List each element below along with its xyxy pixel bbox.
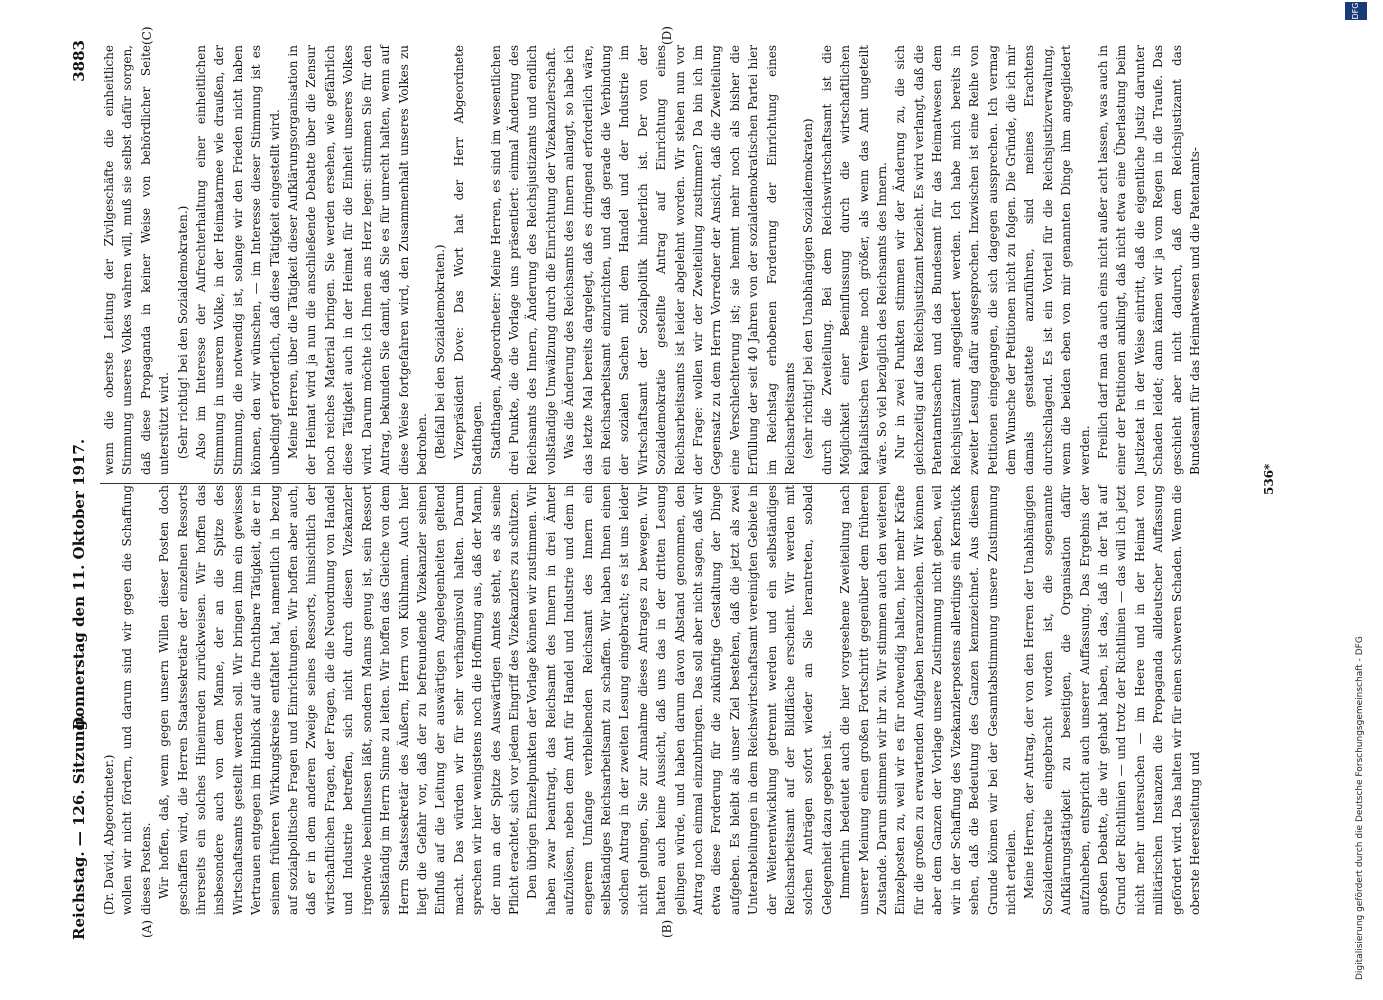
paragraph: wenn die oberste Leitung der Zivilgeschäfte die einheitliche Stimmung unseres Volkes wahren will, muß sie selbst dafür sorgen, daß diese Propaganda in keiner Weise von behördlicher Seite unterstützt wird. xyxy=(102,45,172,475)
margin-marker-c: (C) xyxy=(140,26,154,45)
paragraph: Nur in zwei Punkten stimmen wir der Änderung zu, die sich gleichzeitig auf das Reichsjustizamt bezieht. Es wird verlangt, daß die Patentamtssachen und das Bundesamt für das Heimatwesen dem Reichsjustizamt angegliedert werden. Ich habe mich bereits in zweiter Lesung dafür ausgesprochen. Inzwischen ist eine Reihe von Petitionen eingegangen, die sich dagegen aussprechen. Ich vermag dem Wunsche der Petitionen nicht zu folgen. Die Gründe, die ich mir damals gestattete anzuführen, sind meines Erachtens durchschlagend. Es ist ein Vorteil für die Reichsjustizverwaltung, wenn die beiden eben von mir genannten Dinge ihm angegliedert werden. xyxy=(893,45,1092,475)
paragraph: durch die Zweiteilung. Bei dem Reichswirtschaftsamt ist die Möglichkeit einer Beeinflussung durch die wirtschaftlichen kapitalistischen Vereine noch größer, als wenn das Amt ungeteilt wäre. So viel bezüglich des Reichsamts des Innern. xyxy=(819,45,890,475)
interjection: (Beifall bei den Sozialdemokraten.) xyxy=(433,244,448,459)
column-divider xyxy=(100,483,890,484)
text-column-right xyxy=(100,45,1204,475)
margin-marker-a: (A) xyxy=(140,919,154,938)
digitization-credit: Digitalisierung gefördert durch die Deutsche Forschungsgemeinschaft - DFG xyxy=(1355,636,1365,980)
paragraph: Was die Änderung des Reichsamts des Innern anlangt, so habe ich das letzte Mal bereits dargelegt, daß es dringend erforderlich wäre, ein Reichsarbeitsamt einzurichten, und daß gerade die Verbindung der sozialen Sachen mit dem Handel und der Industrie im Wirtschaftsamt der Sozialpolitik hinderlich ist. Der von der Sozialdemokratie gestellte Antrag auf Einrichtung eines Reichsarbeitsamts ist leider abgelehnt worden. Wir stehen nun vor der Frage: wollen wir der Zweiteilung zustimmen? Da bin ich im Gegensatz zu dem Herrn Vorredner der Ansicht, daß die Zweiteilung eine Verschlechterung ist; sie hemmt mehr noch als bisher die Erfüllung der seit 40 Jahren von der sozialdemokratischen Partei hier im Reichstag erhobenen Forderung der Einrichtung eines Reichsarbeitsamts xyxy=(562,45,798,475)
paragraph: Immerhin bedeutet auch die hier vorgesehene Zweiteilung nach unserer Meinung einen großen Fortschritt gegenüber dem früheren Zustande. Darum stimmen wir ihr zu. Wir stimmen auch den weiteren Einzelposten zu, weil wir es für notwendig halten, hier mehr Kräfte für die großen zu erwartenden Aufgaben heranzuziehen. Wir können aber dem Ganzen der Vorlage unsere Zustimmung nicht geben, weil wir in der Schaffung des Vizekanzlerpostens allerdings ein Kernstück sehen, daß die Bedeutung des Ganzen kennzeichnet. Aus diesem Grunde können wir bei der Gesamtabstimmung unsere Zustimmung nicht erteilen. xyxy=(838,485,1018,915)
paragraph: Meine Herren, der Antrag, der von den Herren der Unabhängigen Sozialdemokratie eingebracht worden ist, die sogenannte Aufklärungstätigkeit zu beseitigen, die Organisation dafür aufzuheben, entspricht auch unserer Auffassung. Das Ergebnis der großen Debatte, die wir gehabt haben, ist das, daß in der Tat auf Grund der Richtlinien — und trotz der Richtlinien — das will ich jetzt nicht mehr untersuchen — im Heere und in der Heimat von militärischen Instanzen die Propaganda alldeutscher Auffassung gefördert wird. Das halten wir für einen schweren Schaden. Wenn die oberste Heeresleitung und xyxy=(1022,485,1202,915)
text-column-left xyxy=(100,485,1204,915)
signature-mark: 536* xyxy=(1262,463,1276,495)
page-header xyxy=(70,40,96,940)
paragraph: Meine Herren, über die Tätigkeit dieser Aufklärungsorganisation in der Heimat wird ja nun die anschließende Debatte über die Zensur noch reiches Material bringen. Sie werden ersehen, wie gefährlich diese Tätigkeit auch in der Heimat für die Einheit unseres Volkes wird. Darum möchte ich Ihnen ans Herz legen: stimmen Sie für den Antrag, bekunden Sie damit, daß Sie es für unrecht halten, wenn auf diese Weise fortgefahren wird, den Zusammenhalt unseres Volkes zu bedrohen. xyxy=(286,45,429,475)
paragraph: wollen wir nicht fördern, und darum sind wir gegen die Schaffung dieses Postens. xyxy=(120,485,153,915)
paragraph: Wir hoffen, daß, wenn gegen unsern Willen dieser Posten doch geschaffen wird, die Herren Staatssekretäre der einzelnen Ressorts ihrerseits ein solches Hineinreden zurückweisen. Wir hoffen das insbesondere auch von dem Manne, der an die Spitze des Wirtschaftsamts gestellt werden soll. Wir bringen ihm ein gewisses Vertrauen entgegen im Hinblick auf die fruchtbare Tätigkeit, die er in seinem früheren Wirkungskreise entfaltet hat, namentlich in bezug auf sozialpolitische Fragen und Einrichtungen. Wir hoffen aber auch, daß er in dem anderen Zweige seines Ressorts, hinsichtlich der wirtschaftlichen Fragen, der Fragen, die die Neuordnung von Handel und Industrie betreffen, sich nicht durch diesen Vizekanzler irgendwie beeinflussen läßt, sondern Manns genug ist, sein Ressort selbständig im Herrn Sinne zu leiten. Wir hoffen das Gleiche von dem Herrn Staatssekretär des Äußern, Herrn von Kühlmann. Auch hier liegt die Gefahr vor, daß der zu befreundende Vizekanzler seinen Einfluß auf die Leitung der auswärtigen Angelegenheiten geltend macht. Das würden wir für sehr verhängnisvoll halten. Darum sprechen wir hier wenigstens noch die Hoffnung aus, daß der Mann, der nun an der Spitze des Auswärtigen Amtes steht, es als seine Pflicht erachtet, sich vor jedem Eingriff des Vizekanzlers zu schützen. xyxy=(157,485,521,915)
header-page-number: 3883 xyxy=(70,40,88,82)
margin-marker-b: (B) xyxy=(660,919,674,938)
paragraph: Also im Interesse der Aufrechterhaltung einer einheitlichen Stimmung in unserem Volke, in der Heimatarmee wie draußen, der Stimmung, die notwendig ist, solange wir den Frieden nicht haben können, den wir wünschen, — im Interesse dieser Stimmung ist es unbedingt erforderlich, daß diese Tätigkeit eingestellt wird. xyxy=(194,45,282,475)
header-session: Reichstag. — 126. Sitzung. xyxy=(70,714,88,940)
speaker-line: (Dr. David, Abgeordneter.) xyxy=(102,754,116,915)
paragraph: Freilich darf man da auch eins nicht außer acht lassen, was auch in einer der Petitionen anklingt, daß nicht etwa eine Überlastung beim Justizetat in der Weise eintritt, daß die eigentliche Justiz darunter Schaden leidet; dann kämen wir ja vom Regen in die Traufe. Das geschieht aber nicht dadurch, daß dem Reichsjustizamt das Bundesamt für das Heimatwesen und die Patentamts- xyxy=(1095,45,1202,475)
interjection: (Sehr richtig! bei den Sozialdemokraten.) xyxy=(175,205,190,459)
paragraph: Stadthagen, Abgeordneter: Meine Herren, es sind im wesentlichen drei Punkte, die die Vorlage uns präsentiert: einmal Änderung des Reichsamts des Innern, Änderung des Reichsjustizamts und endlich vollständige Umwälzung durch die Einrichtung der Vizekanzlerschaft. xyxy=(488,45,558,475)
paragraph: Den übrigen Einzelpunkten der Vorlage können wir zustimmen. Wir haben zwar beantragt, das Reichsamt des Innern in drei Ämter aufzulösen, neben dem Amt für Handel und Industrie und dem in engerem Umfange verbleibenden Reichsamt des Innern ein selbständiges Reichsarbeitsamt zu schaffen. Wir haben Ihnen einen solchen Antrag in der zweiten Lesung eingebracht; es ist uns leider nicht gelungen, Sie zur Annahme dieses Antrages zu bewegen. Wir hatten auch keine Aussicht, daß uns das in der dritten Lesung gelingen würde, und haben darum davon Abstand genommen, den Antrag noch einmal einzubringen. Das soll aber nicht sagen, daß wir etwa diese Forderung für die zukünftige Gestaltung der Dinge aufgeben. Es bleibt als unser Ziel bestehen, daß die jetzt als zwei Unterabteilungen in dem Reichswirtschaftsamt vereinigten Gebiete in der Weiterentwicklung getrennt werden und ein selbständiges Reichsarbeitsamt auf der Bildfläche erscheint. Wir werden mit solchen Anträgen sofort wieder an Sie herantreten, sobald Gelegenheit dazu gegeben ist. xyxy=(525,485,834,915)
interjection: (sehr richtig! bei den Unabhängigen Sozialdemokraten) xyxy=(801,118,816,459)
margin-marker-d: (D) xyxy=(660,26,674,45)
header-date: Donnerstag den 11. Oktober 1917. xyxy=(70,438,88,730)
dfg-logo: DFG xyxy=(1345,2,1367,20)
paragraph: Vizepräsident Dove: Das Wort hat der Herr Abgeordnete Stadthagen. xyxy=(451,45,485,475)
